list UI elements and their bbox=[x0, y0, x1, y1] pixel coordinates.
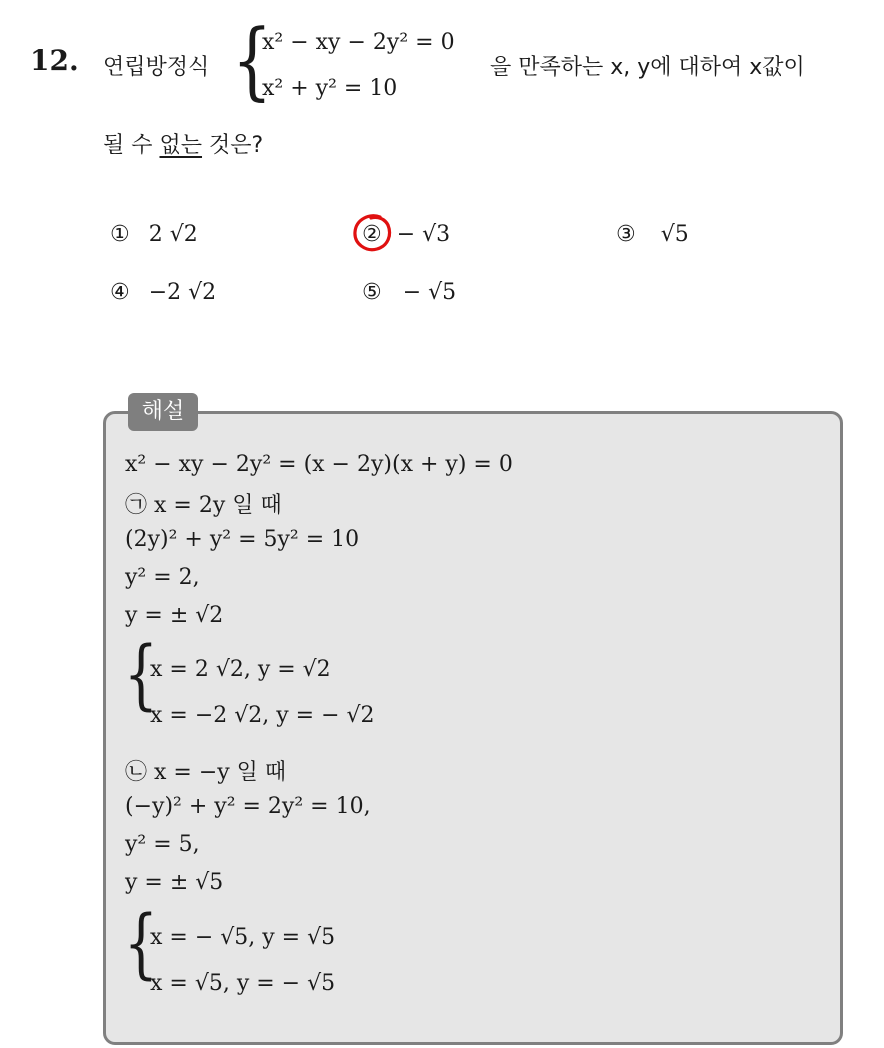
solution-brace-1: { bbox=[124, 629, 158, 718]
solution-brace-2: { bbox=[124, 898, 158, 987]
system-equation-1: x² − xy − 2y² = 0 bbox=[262, 30, 455, 55]
choice-2-number: ② bbox=[362, 222, 382, 247]
solution-line-1: x² − xy − 2y² = (x − 2y)(x + y) = 0 bbox=[125, 452, 513, 477]
solution-line-5: y = ± √2 bbox=[125, 603, 224, 628]
solution-line-9: (−y)² + y² = 2y² = 10, bbox=[125, 794, 371, 819]
choice-4[interactable] bbox=[110, 280, 216, 305]
choice-4-value: −2 √2 bbox=[148, 280, 217, 305]
choice-3[interactable] bbox=[616, 222, 689, 247]
solution-line-13: x = √5, y = − √5 bbox=[150, 971, 336, 996]
solution-line-2: ㉠ x = 2y 일 때 bbox=[125, 493, 282, 518]
choice-4-number: ④ bbox=[110, 280, 130, 305]
solution-line-11: y = ± √5 bbox=[125, 870, 224, 895]
choice-5-number: ⑤ bbox=[362, 280, 382, 305]
solution-tag: 해설 bbox=[128, 393, 198, 431]
question-suffix: 을 만족하는 x, y에 대하여 x값이 bbox=[490, 55, 805, 80]
solution-line-3: (2y)² + y² = 5y² = 10 bbox=[125, 527, 360, 552]
question-line2-after: 것은? bbox=[202, 133, 264, 158]
solution-line-4: y² = 2, bbox=[125, 565, 200, 590]
question-number: 12. bbox=[30, 44, 79, 77]
question-line2-before: 될 수 bbox=[103, 133, 160, 158]
choice-3-number: ③ bbox=[616, 222, 636, 247]
choice-3-value: √5 bbox=[660, 222, 689, 247]
choice-5[interactable] bbox=[362, 280, 456, 305]
question-line-2 bbox=[103, 128, 263, 159]
system-equation-2: x² + y² = 10 bbox=[262, 76, 398, 101]
solution-line-10: y² = 5, bbox=[125, 832, 200, 857]
question-underlined-word: 없는 bbox=[159, 133, 203, 158]
choice-1[interactable] bbox=[110, 222, 198, 247]
solution-line-6: x = 2 √2, y = √2 bbox=[150, 657, 331, 682]
choice-1-value: 2 √2 bbox=[148, 222, 198, 247]
choice-1-number: ① bbox=[110, 222, 130, 247]
solution-line-12: x = − √5, y = √5 bbox=[150, 925, 336, 950]
answer-mark-circle bbox=[350, 211, 396, 255]
choice-2-value: − √3 bbox=[396, 222, 451, 247]
system-brace: { bbox=[232, 11, 273, 109]
question-prefix: 연립방정식 bbox=[103, 55, 210, 80]
solution-line-8: ㉡ x = −y 일 때 bbox=[125, 760, 287, 785]
choice-5-value: − √5 bbox=[402, 280, 457, 305]
solution-line-7: x = −2 √2, y = − √2 bbox=[150, 703, 375, 728]
